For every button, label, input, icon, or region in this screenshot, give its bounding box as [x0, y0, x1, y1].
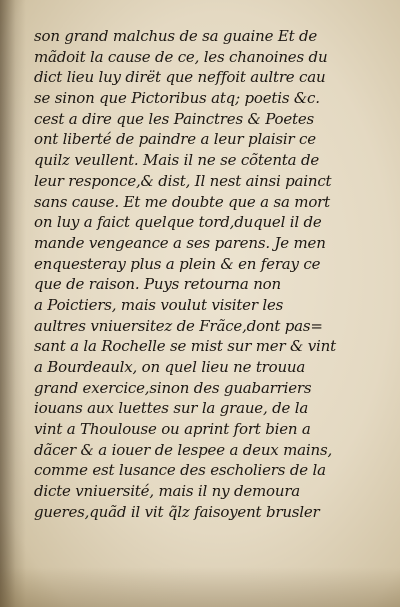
text-line: dicte vniuersité, mais il ny demoura [34, 482, 301, 501]
text-line: on luy a faict quelque tord,duquel il de [34, 213, 322, 232]
text-line: aultres vniuersitez de Frãce,dont pas= [34, 316, 323, 335]
text-line: sant a la Rochelle se mist sur mer & vint [34, 337, 336, 356]
text-line: se sinon que Pictoribus atq; poetis &c. [34, 89, 320, 108]
text-line: leur responce,& dist, Il nest ainsi painct [34, 171, 332, 190]
text-line: gueres,quãd il vit q̃lz faisoyent brusler [34, 502, 320, 521]
text-line: dict lieu luy dirët que neffoit aultre cau [34, 68, 326, 87]
page-edge-shade [0, 567, 400, 607]
text-line: enquesteray plus a plein & en feray ce [34, 254, 321, 273]
text-line: mãdoit la cause de ce, les chanoines du [34, 47, 328, 66]
binding-shadow [0, 0, 26, 607]
text-line: que de raison. Puys retourna non [34, 275, 281, 294]
text-line: ont liberté de paindre a leur plaisir ce [34, 130, 316, 149]
text-line: grand exercice,sinon des guabarriers [34, 378, 312, 397]
text-line: vint a Thoulouse ou aprint fort bien a [34, 420, 311, 439]
text-line: iouans aux luettes sur la graue, de la [34, 399, 309, 418]
text-line: comme est lusance des escholiers de la [34, 461, 326, 480]
text-line: a Poictiers, mais voulut visiter les [34, 295, 284, 314]
text-line: dãcer & a iouer de lespee a deux mains, [34, 440, 333, 459]
text-line: quilz veullent. Mais il ne se cõtenta de [34, 151, 320, 170]
body-text [34, 26, 374, 523]
text-line: a Bourdeaulx, on quel lieu ne trouua [34, 358, 306, 376]
text-line: son grand malchus de sa guaine Et de [34, 27, 318, 45]
text-line: sans cause. Et me doubte que a sa mort [34, 192, 330, 211]
text-line: cest a dire que les Painctres & Poetes [34, 109, 315, 128]
text-line: mande vengeance a ses parens. Je men [34, 233, 326, 252]
